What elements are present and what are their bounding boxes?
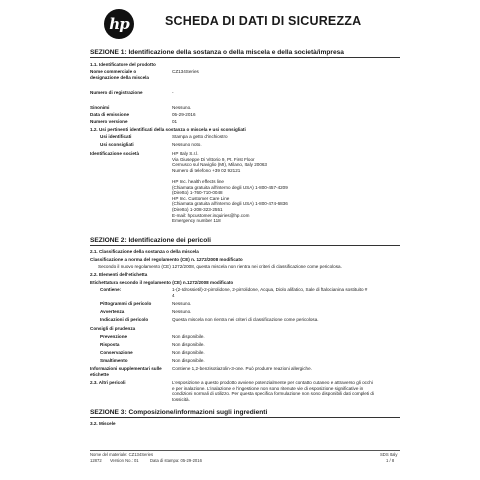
company-line: HP Inc. health effects line [172,178,224,184]
label-disposal: Smaltimento [100,358,128,363]
footer-code: 12872 [90,458,102,463]
value-identified-uses: Stampa a getto d'inchiostro [172,134,228,139]
document-title: SCHEDA DI DATI DI SICUREZZA [165,14,362,28]
value-pictograms: Nessuno. [172,301,192,306]
row-company [90,151,400,231]
other-hazards-line: L'esposizione a questo prodotto avviene potenzialmente per contatto cutaneo e attraverso gli occhi [172,380,373,385]
other-hazards-line: tossicità. [172,396,190,402]
value-issue-date: 05-29-2016 [172,112,196,117]
label-prevention: Prevenzione [100,334,128,339]
subsection-3-2: 3.2. Miscele [90,421,116,426]
label-uses-advised-against: Usi sconsigliati [100,142,134,147]
precautionary-heading: Consigli di prudenza [90,326,136,331]
section-3-heading: SEZIONE 3: Composizione/informazioni sugli ingredienti [90,409,400,418]
label-contains: Contiene: [100,287,122,292]
subsection-1-1: 1.1. Identificatore del prodotto [90,62,156,67]
value-contains [172,287,400,298]
row-other-hazards [90,380,400,404]
row-supplemental-info [90,366,400,378]
other-hazards-line: e per inalazione. L'inalazione e l'ingestione non sono ritenute vie di esposizione significative in [172,385,364,391]
footer-doc-type: SDS Italy [380,452,398,457]
row-registration [90,90,400,102]
emergency-number: Emergency number 118 [172,218,221,224]
footer-page-number: 1 / 8 [386,458,395,463]
value-prevention: Non disponibile. [172,334,205,339]
value-storage: Non disponibile. [172,350,205,355]
label-company: Identificazione società [90,151,140,156]
company-line: (Chiamata gratuita all'interno degli USA) 1-800-474-6836 [172,201,288,207]
label-pictograms: Pittogrammi di pericolo [100,301,152,306]
hp-logo [104,9,134,39]
value-other-hazards [172,380,400,402]
label-registration: Numero di registrazione [90,90,143,95]
company-line: Numero di telefono +39 02 92121 [172,167,241,173]
row-trade-name [90,69,400,86]
section-1-heading: SEZIONE 1: Identificazione della sostanza o della miscela e della società/impresa [90,49,400,58]
value-version: 01 [172,119,178,124]
label-identified-uses: Usi identificati [100,134,132,139]
label-synonyms: Sinonimi [90,105,110,110]
value-response: Non disponibile. [172,342,205,347]
label-supplemental-info: Informazioni supplementari sulle etichette [90,366,162,377]
footer-version: Version No.: 01 [110,458,139,463]
value-supplemental-info: Contiene 1,2-benzisotiazolin-3-one. Può produrre reazioni allergiche. [172,366,312,371]
company-line: HP Inc. Customer Care Line [172,195,230,201]
label-hazard-statements: Indicazioni di pericolo [100,317,149,322]
company-line: Cernusco sul Naviglio (MI), Milano, Italy 20063 [172,162,267,168]
value-disposal: Non disponibile. [172,358,205,363]
clp-classification-heading: Classificazione a norma del regolamento (CE) n. 1272/2008 modificato [90,257,243,262]
subsection-1-2: 1.2. Usi pertinenti identificati della sostanza o miscela e usi sconsigliati [90,127,246,132]
label-storage: Conservazione [100,350,133,355]
label-response: Risposta [100,342,120,347]
subsection-2-1: 2.1. Classificazione della sostanza o della miscela [90,249,199,254]
labelling-heading: Etichettatura secondo il regolamento (CE) n.1272/2008 modificato [90,280,234,285]
label-version: Numero versione [90,119,128,124]
logo-text: hp [109,15,129,33]
company-email: E-mail: hpcustomer.inquiries@hp.com [172,212,250,218]
label-signal-word: Avvertenza [100,309,125,314]
value-registration: - [172,90,174,95]
footer-divider [90,450,400,451]
contains-line: 4 [172,292,175,298]
footer-print-date: Data di stampa: 05-29-2016 [150,458,202,463]
value-uses-advised-against: Nessuno noto. [172,142,202,147]
value-synonyms: Nessuno. [172,105,192,110]
company-line: (Chiamata gratuita all'interno degli USA) 1-800-457-4209 [172,184,288,190]
value-hazard-statements: Questa miscela non rientra nei criteri di classificazione come pericolosa. [172,317,319,322]
subsection-2-2: 2.2. Elementi dell'etichetta [90,272,148,277]
company-line: Via Giuseppe Di Vittorio 9, Pt. First Floor [172,156,255,162]
contains-line: 1-(2-Idrossietil)-2-pirrolidone, 2-pirrolidone, Acqua, Diolo alifatico, Sale di ftalocianina sostituito # [172,287,368,292]
value-signal-word: Nessuno. [172,309,192,314]
other-hazards-line: condizioni normali di utilizzo. Per questa specifica formulazione non sono disponibili dati completi di [172,391,374,397]
company-line: (Diretto) 1-208-323-2551 [172,206,223,212]
section-2-heading: SEZIONE 2: Identificazione dei pericoli [90,237,400,246]
label-other-hazards: 2.3. Altri pericoli [90,380,126,385]
company-line: (Diretto) 1-760-710-0048 [172,190,223,196]
company-details [172,151,400,224]
row-contains [90,287,400,299]
company-line: HP Italy S.r.l. [172,151,199,156]
value-trade-name: CZ134Series [172,69,199,74]
footer-material-name: Nome del materiale: CZ134Series [90,452,154,457]
clp-classification-text: Secondo il nuovo regolamento (CE) 1272/2008, questa miscela non rientra nei criteri di classificazione come pericolosa. [98,264,342,269]
label-issue-date: Data di emissione [90,112,130,117]
label-trade-name: Nome commerciale o designazione della miscela [90,69,149,80]
